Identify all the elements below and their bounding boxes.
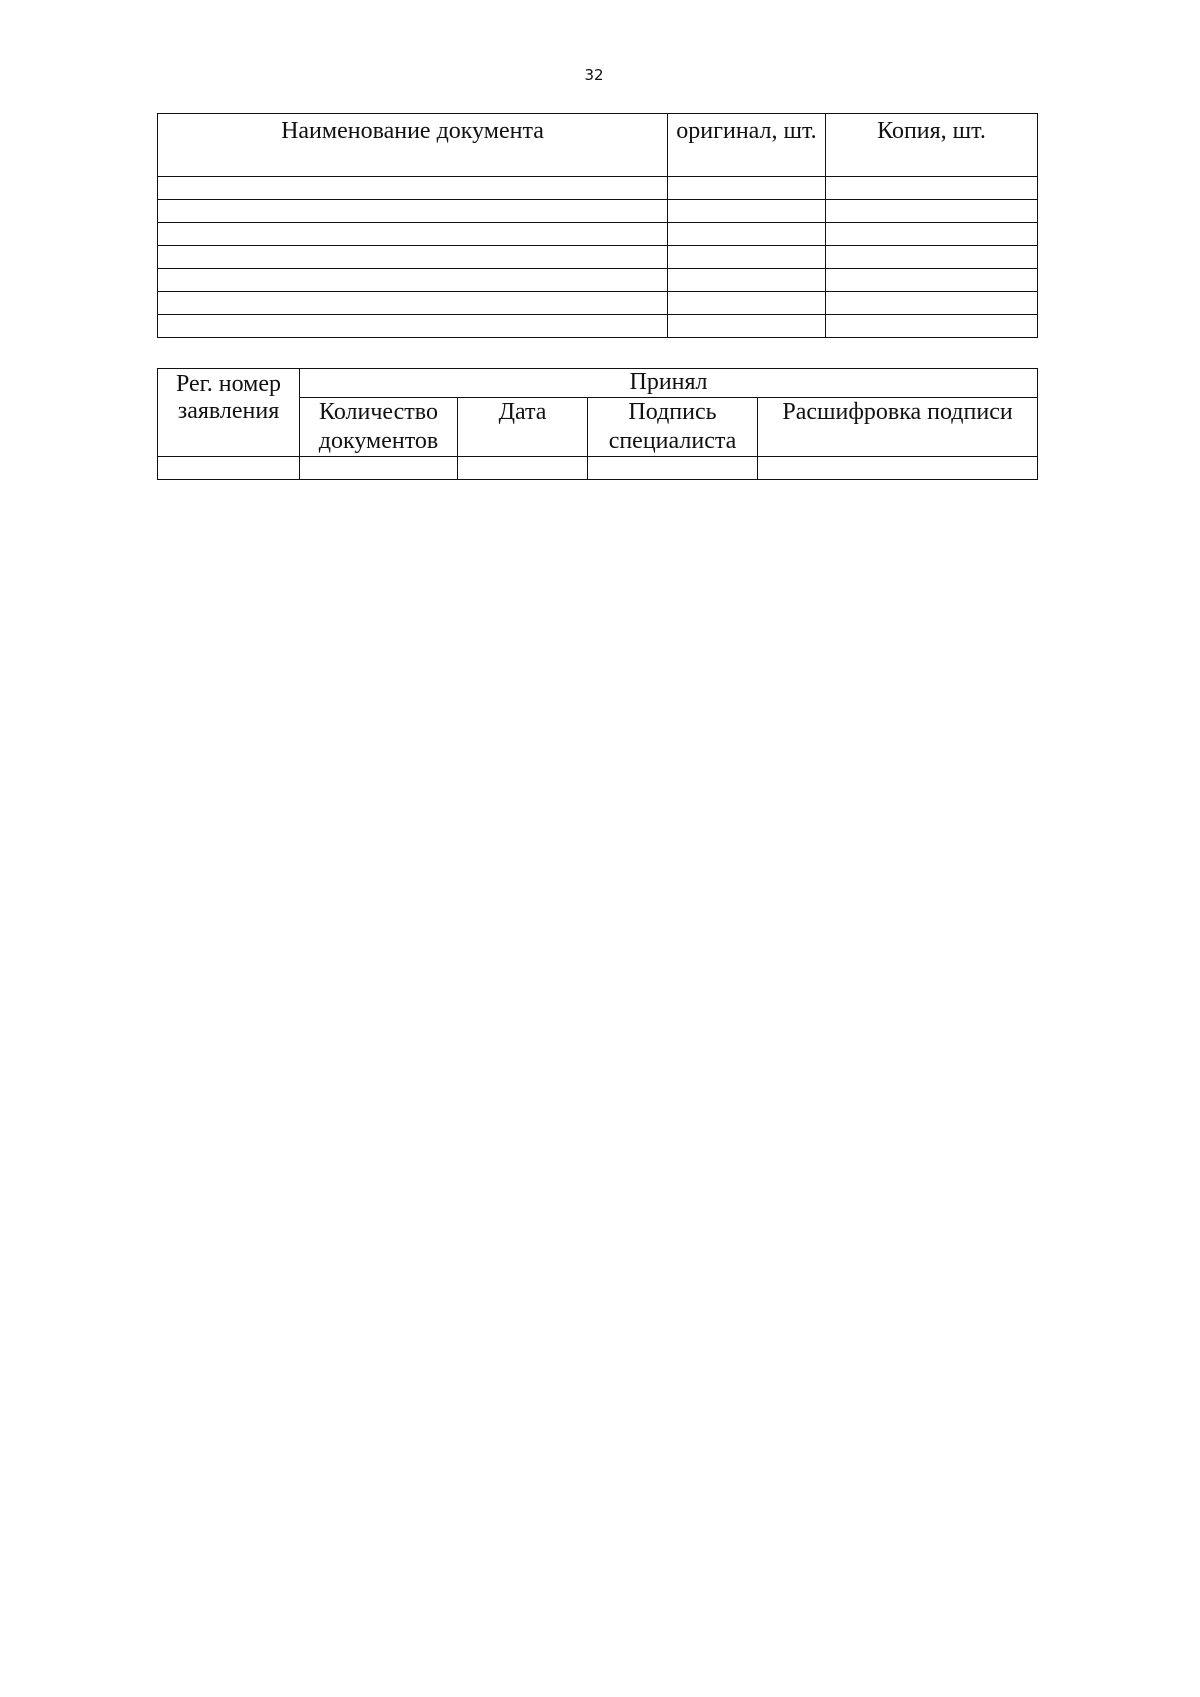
documents-table-header: [158, 114, 1038, 177]
cell-document-name[interactable]: [158, 269, 668, 292]
header-reg-number: Рег. номер заявления: [158, 369, 300, 457]
header-accepted: Принял: [300, 369, 1038, 398]
cell-doc-count[interactable]: [300, 457, 458, 480]
cell-reg-number[interactable]: [158, 457, 300, 480]
registration-header-row: [158, 369, 1038, 398]
page-number: 32: [584, 66, 604, 84]
table-row: [158, 269, 1038, 292]
cell-document-name[interactable]: [158, 177, 668, 200]
cell-copy-count[interactable]: [826, 246, 1038, 269]
table-row: [158, 246, 1038, 269]
table-row: [158, 315, 1038, 338]
cell-original-count[interactable]: [668, 269, 826, 292]
cell-copy-count[interactable]: [826, 223, 1038, 246]
header-date: Дата: [458, 398, 588, 457]
cell-original-count[interactable]: [668, 292, 826, 315]
table-row: [158, 200, 1038, 223]
header-document-name: Наименование документа: [158, 114, 668, 177]
cell-copy-count[interactable]: [826, 292, 1038, 315]
cell-document-name[interactable]: [158, 246, 668, 269]
header-specialist-signature: Подпись специалиста: [588, 398, 758, 457]
table-row: [158, 177, 1038, 200]
cell-copy-count[interactable]: [826, 200, 1038, 223]
cell-original-count[interactable]: [668, 246, 826, 269]
header-copy-count: Копия, шт.: [826, 114, 1038, 177]
cell-date[interactable]: [458, 457, 588, 480]
cell-document-name[interactable]: [158, 223, 668, 246]
cell-document-name[interactable]: [158, 292, 668, 315]
documents-table: [157, 113, 1038, 338]
cell-copy-count[interactable]: [826, 315, 1038, 338]
table-row: [158, 223, 1038, 246]
registration-table: [157, 368, 1038, 480]
cell-document-name[interactable]: [158, 315, 668, 338]
table-row: [158, 292, 1038, 315]
header-signature-transcript: Расшифровка подписи: [758, 398, 1038, 457]
header-doc-count: Количество документов: [300, 398, 458, 457]
cell-specialist-signature[interactable]: [588, 457, 758, 480]
cell-original-count[interactable]: [668, 177, 826, 200]
cell-copy-count[interactable]: [826, 269, 1038, 292]
cell-copy-count[interactable]: [826, 177, 1038, 200]
cell-original-count[interactable]: [668, 223, 826, 246]
header-original-count: оригинал, шт.: [668, 114, 826, 177]
table-row: [158, 457, 1038, 480]
cell-original-count[interactable]: [668, 200, 826, 223]
cell-signature-transcript[interactable]: [758, 457, 1038, 480]
cell-original-count[interactable]: [668, 315, 826, 338]
cell-document-name[interactable]: [158, 200, 668, 223]
